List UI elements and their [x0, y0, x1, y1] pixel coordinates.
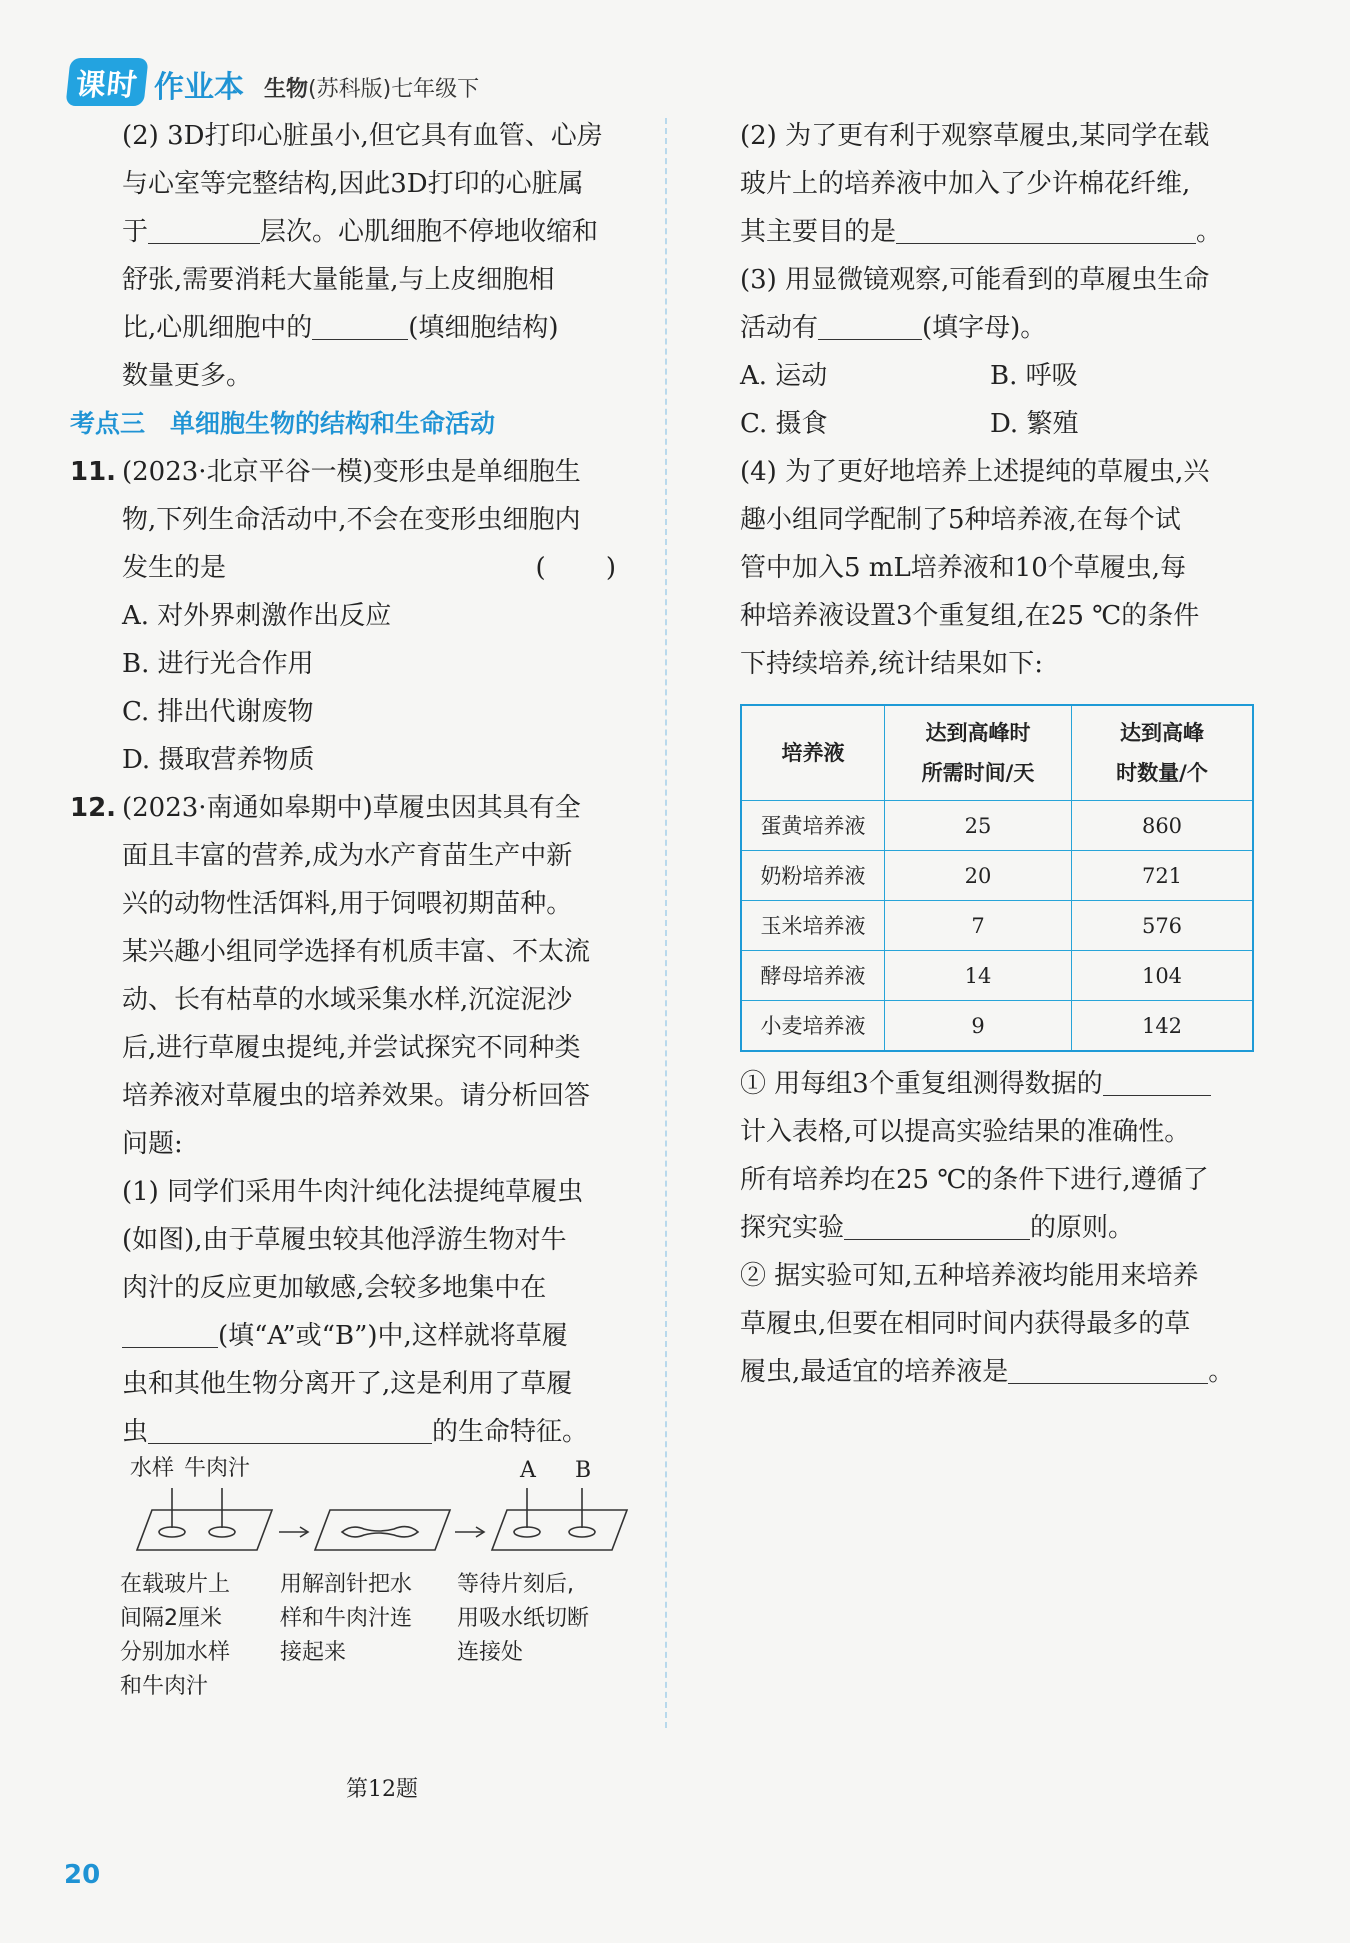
option-a[interactable]: A. 对外界刺激作出反应 [122, 601, 392, 631]
answer-blank[interactable] [312, 309, 408, 340]
part2-line: 其主要目的是 。 [740, 208, 1260, 256]
sub2-line: 草履虫,但要在相同时间内获得最多的草 [740, 1309, 1191, 1339]
q11-line: 发生的是 ( ) [122, 544, 642, 592]
sub2-line: 履虫,最适宜的培养液是 。 [740, 1348, 1260, 1396]
label-a: A [520, 1458, 536, 1483]
page-header [68, 62, 479, 106]
q12-line: 问题: [122, 1129, 183, 1159]
q12-part1-line: 虫和其他生物分离开了,这是利用了草履 [122, 1369, 573, 1399]
cell-time: 25 [885, 801, 1072, 851]
table-row [741, 901, 1253, 951]
q11-line: 物,下列生命活动中,不会在变形虫细胞内 [122, 505, 581, 535]
option-b[interactable]: B. 呼吸 [990, 361, 1078, 391]
slide-1 [137, 1510, 272, 1550]
q12-line: 兴的动物性活饵料,用于饲喂初期苗种。 [122, 889, 573, 919]
cell-medium: 奶粉培养液 [741, 851, 885, 901]
subject-label: 生物(苏科版)七年级下 [264, 77, 480, 102]
section-heading: 考点三 单细胞生物的结构和生命活动 [70, 409, 496, 438]
part4-line: (4) 为了更好地培养上述提纯的草履虫,兴 [740, 457, 1210, 487]
table-row [741, 951, 1253, 1001]
cell-count: 142 [1072, 1001, 1254, 1052]
q12-part1-line: 肉汁的反应更加敏感,会较多地集中在 [122, 1273, 547, 1303]
q12-part1-line: (填“A”或“B”)中,这样就将草履 [122, 1312, 642, 1360]
table-row [741, 851, 1253, 901]
q12-part1-line: (1) 同学们采用牛肉汁纯化法提纯草履虫 [122, 1177, 584, 1207]
cell-medium: 玉米培养液 [741, 901, 885, 951]
option-c[interactable]: C. 摄食 [740, 409, 828, 439]
slide-2 [315, 1510, 450, 1550]
sub2-line: ② 据实验可知,五种培养液均能用来培养 [740, 1261, 1199, 1291]
option-c[interactable]: C. 排出代谢废物 [122, 697, 314, 727]
cell-count: 576 [1072, 901, 1254, 951]
q12-line: 12. (2023·南通如皋期中)草履虫因其具有全 [122, 784, 642, 832]
part4-line: 种培养液设置3个重复组,在25 ℃的条件 [740, 601, 1200, 631]
slide-3 [492, 1510, 627, 1550]
q10-line: (2) 3D打印心脏虽小,但它具有血管、心房 [122, 121, 603, 151]
q12-part1-line: 虫 的生命特征。 [122, 1408, 642, 1456]
table-row [741, 801, 1253, 851]
cell-count: 721 [1072, 851, 1254, 901]
q12-line: 培养液对草履虫的培养效果。请分析回答 [122, 1081, 591, 1111]
part3-line: (3) 用显微镜观察,可能看到的草履虫生命 [740, 265, 1210, 295]
q10-line: 舒张,需要消耗大量能量,与上皮细胞相 [122, 265, 555, 295]
page-number: 20 [64, 1860, 101, 1890]
cell-time: 14 [885, 951, 1072, 1001]
cell-time: 7 [885, 901, 1072, 951]
q10-line: 比,心肌细胞中的 (填细胞结构) [122, 304, 642, 352]
part4-line: 趣小组同学配制了5种培养液,在每个试 [740, 505, 1181, 535]
option-b[interactable]: B. 进行光合作用 [122, 649, 314, 679]
step-3-caption: 等待片刻后, 用吸水纸切断 连接处 [457, 1572, 590, 1665]
column-divider [665, 118, 667, 1728]
purification-figure [120, 1456, 642, 1760]
part2-line: (2) 为了更有利于观察草履虫,某同学在载 [740, 121, 1210, 151]
q12-line: 面且丰富的营养,成为水产育苗生产中新 [122, 841, 573, 871]
answer-blank[interactable] [122, 1317, 218, 1348]
option-d[interactable]: D. 摄取营养物质 [122, 745, 315, 775]
q10-line: 数量更多。 [122, 361, 253, 391]
results-table [740, 704, 1254, 1052]
cell-count: 104 [1072, 951, 1254, 1001]
table-header-row [741, 705, 1253, 801]
question-number: 12. [70, 793, 117, 823]
label-b: B [575, 1458, 592, 1483]
figure-caption: 第12题 [346, 1777, 418, 1802]
cell-time: 20 [885, 851, 1072, 901]
sub1-line: 计入表格,可以提高实验结果的准确性。 [740, 1117, 1191, 1147]
q12-line: 某兴趣小组同学选择有机质丰富、不太流 [122, 937, 591, 967]
answer-paren[interactable]: ( ) [535, 553, 642, 583]
label-beef-broth: 牛肉汁 [184, 1456, 251, 1481]
options-row [740, 352, 1260, 400]
series-brand: 作业本 [154, 70, 244, 105]
cell-medium: 小麦培养液 [741, 1001, 885, 1052]
step-2-caption: 用解剖针把水 样和牛肉汁连 接起来 [280, 1572, 413, 1665]
answer-blank[interactable] [1103, 1065, 1211, 1096]
series-logo: 课时 [65, 58, 148, 106]
answer-blank[interactable] [148, 1413, 432, 1444]
answer-blank[interactable] [148, 213, 260, 244]
header-time: 达到高峰时 所需时间/天 [885, 705, 1072, 801]
option-a[interactable]: A. 运动 [740, 361, 828, 391]
left-column [70, 112, 642, 1814]
q10-line: 于 层次。心肌细胞不停地收缩和 [122, 208, 642, 256]
answer-blank[interactable] [896, 213, 1196, 244]
q11-line: 11. (2023·北京平谷一模)变形虫是单细胞生 [122, 448, 642, 496]
answer-blank[interactable] [844, 1209, 1030, 1240]
part4-line: 下持续培养,统计结果如下: [740, 649, 1044, 679]
option-d[interactable]: D. 繁殖 [990, 409, 1079, 439]
step-1-caption: 在载玻片上 间隔2厘米 分别加水样 和牛肉汁 [120, 1572, 231, 1699]
cell-count: 860 [1072, 801, 1254, 851]
cell-time: 9 [885, 1001, 1072, 1052]
sub1-line: 所有培养均在25 ℃的条件下进行,遵循了 [740, 1165, 1209, 1195]
q12-line: 后,进行草履虫提纯,并尝试探究不同种类 [122, 1033, 581, 1063]
part3-line: 活动有 (填字母)。 [740, 304, 1260, 352]
header-medium: 培养液 [741, 705, 885, 801]
answer-blank[interactable] [818, 309, 922, 340]
part4-line: 管中加入5 mL培养液和10个草履虫,每 [740, 553, 1187, 583]
sub1-line: 探究实验 的原则。 [740, 1204, 1260, 1252]
q10-line: 与心室等完整结构,因此3D打印的心脏属 [122, 169, 584, 199]
table-row [741, 1001, 1253, 1052]
label-water-sample: 水样 [130, 1456, 175, 1481]
q12-part1-line: (如图),由于草履虫较其他浮游生物对牛 [122, 1225, 567, 1255]
part2-line: 玻片上的培养液中加入了少许棉花纤维, [740, 169, 1191, 199]
q12-line: 动、长有枯草的水域采集水样,沉淀泥沙 [122, 985, 573, 1015]
cell-medium: 蛋黄培养液 [741, 801, 885, 851]
sub1-line: ① 用每组3个重复组测得数据的 [740, 1060, 1260, 1108]
options-row [740, 400, 1260, 448]
right-column [740, 112, 1260, 1396]
cell-medium: 酵母培养液 [741, 951, 885, 1001]
header-count: 达到高峰 时数量/个 [1072, 705, 1254, 801]
question-number: 11. [70, 457, 117, 487]
answer-blank[interactable] [1008, 1353, 1208, 1384]
